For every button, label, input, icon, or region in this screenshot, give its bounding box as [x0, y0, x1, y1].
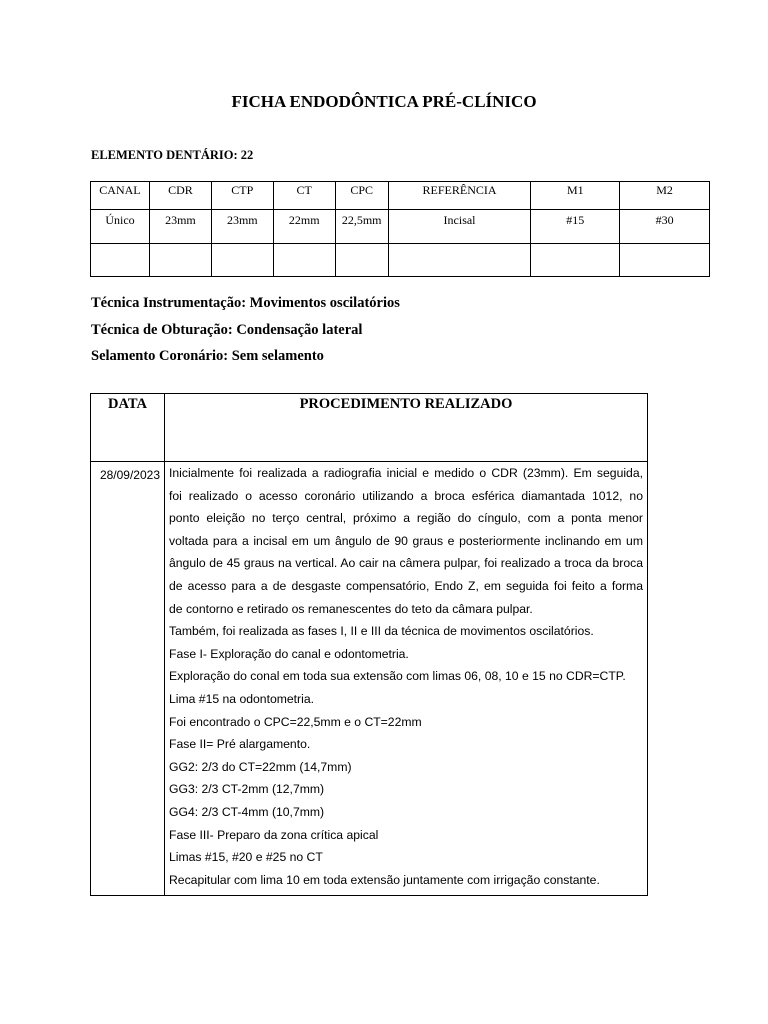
canal-table-header-row: [91, 182, 710, 210]
header-cell: CANAL: [91, 182, 150, 210]
procedure-line: voltada para a incisal em um ângulo de 90 graus e posteriormente inclinando em um: [169, 533, 643, 548]
element-label: ELEMENTO DENTÁRIO: 22: [91, 148, 254, 162]
header-cell: M2: [620, 182, 710, 210]
procedure-line: Fase III- Preparo da zona crítica apical: [169, 827, 379, 842]
table-cell: [335, 244, 388, 277]
table-row: [91, 462, 648, 896]
header-cell: CPC: [335, 182, 388, 210]
procedure-line: Exploração do conal em toda sua extensão com limas 06, 08, 10 e 15 no CDR=CTP.: [169, 669, 626, 684]
procedure-line: Também, foi realizada as fases I, II e III da técnica de movimentos oscilatórios.: [169, 624, 594, 639]
table-cell: #15: [531, 210, 620, 244]
procedure-line: Limas #15, #20 e #25 no CT: [169, 850, 323, 865]
table-row: [91, 244, 710, 277]
procedure-table: [90, 393, 648, 896]
table-cell: 22,5mm: [335, 210, 388, 244]
table-cell: 23mm: [149, 210, 211, 244]
procedure-header-row: [91, 394, 648, 462]
header-cell: CDR: [149, 182, 211, 210]
table-row: [91, 210, 710, 244]
date-header: DATA: [91, 394, 165, 462]
obturation-technique: Técnica de Obturação: Condensação lateral: [91, 322, 363, 338]
procedure-date: 28/09/2023: [91, 462, 165, 896]
procedure-line: Lima #15 na odontometria.: [169, 691, 314, 706]
procedure-line: de acesso para a de desgaste compensatório, Endo Z, em seguida foi feito a forma: [169, 578, 643, 593]
table-cell: [273, 244, 335, 277]
header-cell: CTP: [211, 182, 273, 210]
procedure-line: ponto eleição no terço central, próximo a região do cíngulo, com a ponta menor: [169, 511, 643, 526]
table-cell: Incisal: [388, 210, 531, 244]
instrumentation-technique: Técnica Instrumentação: Movimentos oscilatórios: [91, 295, 400, 311]
table-cell: [91, 244, 150, 277]
procedure-line: Fase I- Exploração do canal e odontometria.: [169, 646, 409, 661]
procedure-line: de contorno e retirado os remanescentes do teto da câmara pulpar.: [169, 601, 533, 616]
table-cell: [388, 244, 531, 277]
procedure-line: ângulo de 45 graus na vertical. Ao cair na câmera pulpar, foi realizado a troca da broca: [169, 556, 643, 571]
procedure-line: GG4: 2/3 CT-4mm (10,7mm): [169, 804, 325, 819]
table-cell: [211, 244, 273, 277]
header-cell: CT: [273, 182, 335, 210]
procedure-line: GG3: 2/3 CT-2mm (12,7mm): [169, 782, 325, 797]
header-cell: M1: [531, 182, 620, 210]
procedure-line: GG2: 2/3 do CT=22mm (14,7mm): [169, 759, 352, 774]
procedure-line: foi realizado o acesso coronário utilizando a broca esférica diamantada 1012, no: [169, 488, 643, 503]
coronal-seal: Selamento Coronário: Sem selamento: [91, 348, 324, 364]
canal-table: [90, 181, 710, 277]
procedure-line: Recapitular com lima 10 em toda extensão juntamente com irrigação constante.: [169, 872, 600, 887]
document-title: FICHA ENDODÔNTICA PRÉ-CLÍNICO: [231, 92, 537, 111]
header-cell: REFERÊNCIA: [388, 182, 531, 210]
procedure-text: [165, 462, 648, 896]
procedure-line: Inicialmente foi realizada a radiografia inicial e medido o CDR (23mm). Em seguida,: [169, 466, 643, 480]
procedure-line: Foi encontrado o CPC=22,5mm e o CT=22mm: [169, 714, 422, 729]
table-cell: [149, 244, 211, 277]
table-cell: [620, 244, 710, 277]
procedure-line: Fase II= Pré alargamento.: [169, 737, 311, 752]
table-cell: 22mm: [273, 210, 335, 244]
table-cell: [531, 244, 620, 277]
table-cell: 23mm: [211, 210, 273, 244]
table-cell: Único: [91, 210, 150, 244]
procedure-header: PROCEDIMENTO REALIZADO: [165, 394, 648, 462]
table-cell: #30: [620, 210, 710, 244]
